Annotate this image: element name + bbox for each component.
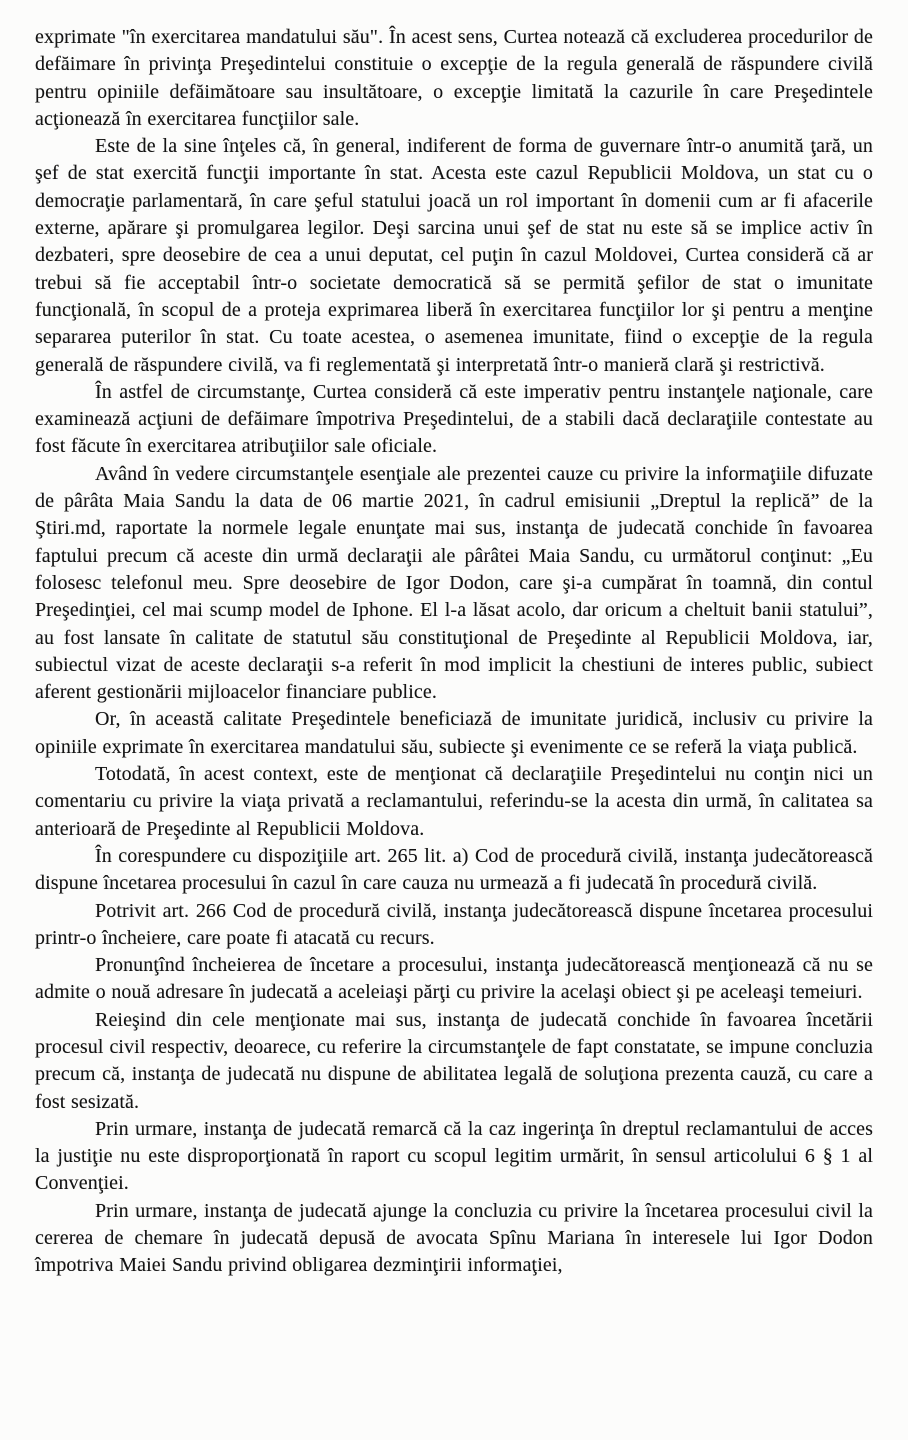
paragraph: Având în vedere circumstanţele esenţiale ale prezentei cauze cu privire la informaţiile difuzate de pârâta Maia Sandu la data de 06 martie 2021, în cadrul emisiunii „Dreptul la replică” de la Ştiri.md, raportate la normele legale enunţate mai sus, instanţa de judecată conchide în favoarea faptului precum că aceste din urmă declaraţii ale pârâtei Maia Sandu, cu următorul conţinut: „Eu folosesc telefonul meu. Spre deosebire de Igor Dodon, care şi-a cumpărat în toamnă, din contul Preşedinţiei, cel mai scump model de Iphone. El l-a lăsat acolo, dar oricum a cheltuit banii statului”, au fost lansate în calitate de statutul său constituţional de Preşedinte al Republicii Moldova, iar, subiectul vizat de aceste declaraţii s-a referit în mod implicit la chestiuni de interes public, subiect aferent gestionării mijloacelor financiare publice. bbox=[35, 462, 873, 704]
paragraph: Este de la sine înţeles că, în general, indiferent de forma de guvernare într-o anumită ţară, un şef de stat exercită funcţii importante în stat. Acesta este cazul Republicii Moldova, un stat cu o democraţie parlamentară, în care şeful statului joacă un rol important în domenii cum ar fi afacerile externe, apărare şi promulgarea legilor. Deşi sarcina unui şef de stat nu este să se implice activ în dezbateri, spre deosebire de cea a unui deputat, cel puţin în cazul Moldovei, Curtea consideră că ar trebui să fie acceptabil într-o societate democratică să se permită şefilor de stat o imunitate funcţională, în scopul de a proteja exprimarea liberă în exercitarea funcţiilor lor şi pentru a menţine separarea puterilor în stat. Cu toate acestea, o asemenea imunitate, fiind o excepţie de la regula generală de răspundere civilă, va fi reglementată şi interpretată într-o manieră clară şi restrictivă. bbox=[35, 135, 873, 376]
paragraph: În corespundere cu dispoziţiile art. 265 lit. a) Cod de procedură civilă, instanţa judecătorească dispune încetarea procesului în cazul în care cauza nu urmează a fi judecată în procedură civilă. bbox=[35, 844, 873, 895]
paragraph: exprimate "în exercitarea mandatului său". În acest sens, Curtea notează că excluderea procedurilor de defăimare în privinţa Preşedintelui constituie o excepţie de la regula generală de răspundere civilă pentru opiniile defăimătoare sau insultătoare, o excepţie limitată la cazurile în care Preşedintele acţionează în exercitarea funcţiilor sale. bbox=[35, 26, 873, 130]
paragraph: Pronunţînd încheierea de încetare a procesului, instanţa judecătorească menţionează că nu se admite o nouă adresare în judecată a aceleiaşi părţi cu privire la acelaşi obiect şi pe aceleaşi temeiuri. bbox=[35, 954, 873, 1004]
paragraph: Prin urmare, instanţa de judecată remarcă că la caz ingerinţa în dreptul reclamantului de acces la justiţie nu este disproporţionată în raport cu scopul legitim urmărit, în sensul articolului 6 § 1 al Convenţiei. bbox=[35, 1117, 873, 1195]
paragraph: Or, în această calitate Preşedintele beneficiază de imunitate juridică, inclusiv cu privire la opiniile exprimate în exercitarea mandatului său, subiecte şi evenimente ce se referă la viaţa publică. bbox=[35, 708, 873, 758]
paragraph: În astfel de circumstanţe, Curtea consideră că este imperativ pentru instanţele naţionale, care examinează acţiuni de defăimare împotriva Preşedintelui, de a stabili dacă declaraţiile contestate au fost făcute în exercitarea atribuţiilor sale oficiale. bbox=[35, 380, 873, 458]
paragraph: Totodată, în acest context, este de menţionat că declaraţiile Preşedintelui nu conţin nici un comentariu cu privire la viaţa privată a reclamantului, referindu-se la acesta din urmă, în calitatea sa anterioară de Preşedinte al Republicii Moldova. bbox=[35, 763, 873, 840]
paragraph: Reieşind din cele menţionate mai sus, instanţa de judecată conchide în favoarea încetării procesul civil respectiv, deoarece, cu referire la circumstanţele de fapt constatate, se impune concluzia precum că, instanţa de judecată nu dispune de abilitatea legală de soluţiona prezenta cauză, cu care a fost sesizată. bbox=[35, 1008, 873, 1113]
paragraph: Prin urmare, instanţa de judecată ajunge la concluzia cu privire la încetarea procesului civil la cererea de chemare în judecată depusă de avocata Spînu Mariana în interesele lui Igor Dodon împotriva Maiei Sandu privind obligarea dezminţirii informaţiei, bbox=[35, 1199, 873, 1277]
paragraph: Potrivit art. 266 Cod de procedură civilă, instanţa judecătorească dispune încetarea procesului printr-o încheiere, care poate fi atacată cu recurs. bbox=[35, 899, 873, 949]
